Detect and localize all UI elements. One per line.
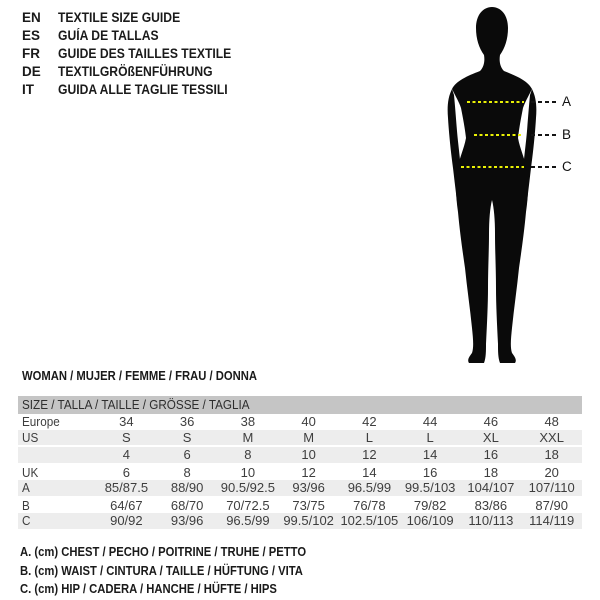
cell: 96.5/99 <box>339 480 400 498</box>
size-table <box>18 396 582 531</box>
table-row-europe <box>18 414 582 430</box>
cell: L <box>400 430 461 448</box>
cell: 34 <box>119 414 134 429</box>
row-label: B <box>22 497 30 513</box>
title-line-es <box>22 27 251 45</box>
marker-label-b: B <box>562 127 572 142</box>
cell: XXL <box>521 430 582 448</box>
row-label: Europe <box>22 414 60 429</box>
cell: 10 <box>240 464 256 480</box>
table-row-us-numeric <box>18 447 582 465</box>
cell: 20 <box>544 464 559 480</box>
chest-measure-line <box>467 101 524 103</box>
chest-callout-line <box>531 101 557 103</box>
marker-label-a: A <box>562 94 572 109</box>
cell: 104/107 <box>461 480 522 498</box>
cell: 93/96 <box>278 480 339 498</box>
cell: 12 <box>301 464 316 480</box>
cell: 14 <box>362 464 377 480</box>
cell: 96.5/99 <box>218 513 279 531</box>
table-row-chest <box>18 480 582 498</box>
section-heading-text: WOMAN / MUJER / FEMME / FRAU / DONNA <box>22 369 257 383</box>
cell: 68/70 <box>170 497 204 513</box>
row-label: C <box>22 513 31 528</box>
cell: M <box>278 430 339 448</box>
cell: 14 <box>400 447 461 465</box>
lang-code-de: DE <box>22 64 41 79</box>
lang-code-fr: FR <box>22 46 40 61</box>
title-text-it: GUIDA ALLE TAGLIE TESSILI <box>58 82 228 97</box>
hip-callout-line <box>531 166 557 168</box>
cell: 16 <box>422 464 438 480</box>
cell: 79/82 <box>413 497 447 513</box>
legend-text-waist: B. (cm) WAIST / CINTURA / TAILLE / HÜFTUNG / VITA <box>20 563 303 578</box>
cell: 38 <box>240 414 256 429</box>
cell: 6 <box>122 464 130 480</box>
legend-line-hip <box>20 580 338 599</box>
cell: 76/78 <box>353 497 386 513</box>
cell: 40 <box>301 414 316 429</box>
cell: S <box>96 430 157 448</box>
cell: 64/67 <box>110 497 143 513</box>
title-block <box>22 9 251 99</box>
cell: 18 <box>521 447 582 465</box>
cell: 73/75 <box>292 497 325 513</box>
waist-callout-line <box>531 134 557 136</box>
cell: 46 <box>483 414 499 429</box>
title-line-de <box>22 63 251 81</box>
silhouette-body <box>452 7 532 363</box>
woman-silhouette <box>430 2 570 370</box>
cell: 10 <box>278 447 339 465</box>
title-text-de: TEXTILGRÖßENFÜHRUNG <box>58 64 213 79</box>
title-text-fr: GUIDE DES TAILLES TEXTILE <box>58 46 232 61</box>
cell: 88/90 <box>157 480 218 498</box>
cell: 16 <box>461 447 522 465</box>
measurement-legend <box>20 543 338 599</box>
cell: 99.5/103 <box>400 480 461 498</box>
cell: 4 <box>96 447 157 465</box>
cell: L <box>339 430 400 448</box>
table-header-text: SIZE / TALLA / TAILLE / GRÖSSE / TAGLIA <box>22 397 250 412</box>
table-row-hip <box>18 513 582 531</box>
cell: 107/110 <box>521 480 582 498</box>
lang-code-en: EN <box>22 10 41 25</box>
cell: 90/92 <box>96 513 157 531</box>
lang-code-it: IT <box>22 82 34 97</box>
table-row-us <box>18 430 582 448</box>
lang-code-es: ES <box>22 28 41 43</box>
hip-measure-line <box>461 166 524 168</box>
title-text-en: TEXTILE SIZE GUIDE <box>58 10 181 25</box>
marker-label-c: C <box>562 159 572 174</box>
row-label: UK <box>22 464 39 480</box>
cell: 114/119 <box>521 513 582 531</box>
legend-text-chest: A. (cm) CHEST / PECHO / POITRINE / TRUHE / PETTO <box>20 545 307 559</box>
legend-text-hip: C. (cm) HIP / CADERA / HANCHE / HÜFTE / HIPS <box>20 582 277 596</box>
cell: 48 <box>544 414 559 429</box>
cell: 44 <box>422 414 438 429</box>
cell: 8 <box>218 447 279 465</box>
cell: 102.5/105 <box>339 513 400 531</box>
title-text-es: GUÍA DE TALLAS <box>58 28 159 43</box>
legend-line-waist <box>20 562 338 581</box>
cell: 42 <box>362 414 377 429</box>
cell: 110/113 <box>461 513 522 531</box>
title-line-fr <box>22 45 251 63</box>
table-row-uk <box>18 465 582 481</box>
row-label: A <box>22 480 30 495</box>
title-line-it <box>22 81 251 99</box>
table-header-row <box>18 396 582 414</box>
cell: S <box>157 430 218 448</box>
cell: 93/96 <box>157 513 218 531</box>
cell: 18 <box>483 464 499 480</box>
cell: 90.5/92.5 <box>218 480 279 498</box>
cell: 6 <box>157 447 218 465</box>
section-heading <box>22 369 283 383</box>
cell: M <box>218 430 279 448</box>
cell: 12 <box>339 447 400 465</box>
waist-measure-line <box>474 134 521 136</box>
title-line-en <box>22 9 251 27</box>
cell: XL <box>461 430 522 448</box>
cell: 85/87.5 <box>96 480 157 498</box>
table-row-waist <box>18 498 582 514</box>
legend-line-chest <box>20 543 338 562</box>
cell: 83/86 <box>474 497 508 513</box>
cell: 70/72.5 <box>226 497 270 513</box>
cell: 87/90 <box>535 497 568 513</box>
cell: 99.5/102 <box>278 513 339 531</box>
row-label: US <box>22 429 39 445</box>
cell: 36 <box>179 414 195 429</box>
cell: 106/109 <box>400 513 461 531</box>
cell: 8 <box>183 464 191 480</box>
